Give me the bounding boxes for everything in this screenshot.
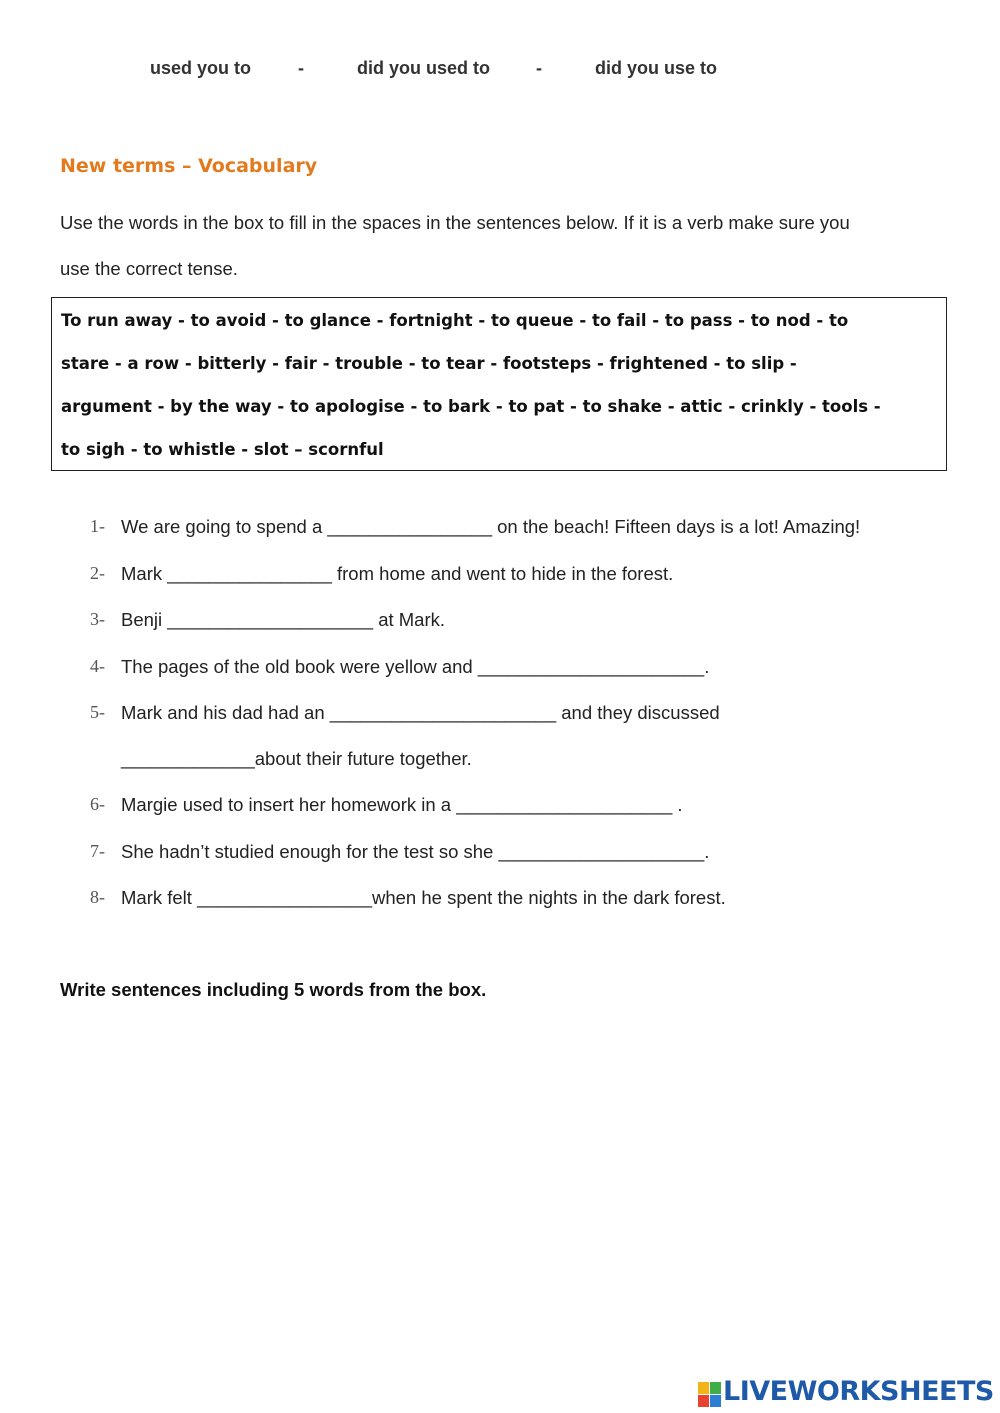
question-text: Benji ____________________ at Mark. (121, 609, 446, 630)
question-text: Margie used to insert her homework in a _____________________ . (121, 794, 683, 815)
question-number: 1- (90, 516, 105, 536)
question-text: _____________about their future together. (121, 748, 472, 769)
question-number: 5- (90, 702, 105, 722)
option-did-you-used-to: did you used to (357, 58, 490, 78)
option-separator: - (298, 58, 304, 78)
question-number: 3- (90, 609, 105, 629)
liveworksheets-logo-icon (698, 1382, 722, 1408)
instructions (60, 200, 940, 292)
option-used-you-to: used you to (150, 58, 252, 78)
question-number: 6- (90, 794, 105, 814)
word-box-line: argument - by the way - to apologise - to bark - to pat - to shake - attic - crinkly - tools - (61, 397, 881, 416)
question-2 (0, 563, 1000, 593)
question-number: 2- (90, 563, 105, 583)
question-3 (0, 609, 1000, 639)
word-box-line: stare - a row - bitterly - fair - trouble - to tear - footsteps - frightened - to slip - (61, 354, 797, 373)
word-box (51, 297, 947, 471)
question-5 (0, 702, 1000, 732)
question-7 (0, 841, 1000, 871)
question-4 (0, 656, 1000, 686)
question-text: Mark felt _________________when he spent the nights in the dark forest. (121, 887, 726, 908)
question-text: She hadn’t studied enough for the test so she ____________________. (121, 841, 710, 862)
liveworksheets-logo-text: LIVEWORKSHEETS (723, 1376, 994, 1407)
option-did-you-use-to: did you use to (595, 58, 718, 78)
word-box-line: to sigh - to whistle - slot – scornful (61, 440, 384, 459)
word-box-line: To run away - to avoid - to glance - fortnight - to queue - to fail - to pass - to nod - to (61, 311, 849, 330)
option-separator: - (536, 58, 542, 78)
writing-task: Write sentences including 5 words from the box. (60, 979, 487, 1000)
instructions-line: use the correct tense. (60, 258, 238, 279)
question-text: The pages of the old book were yellow and ______________________. (121, 656, 710, 677)
question-8 (0, 887, 1000, 917)
instructions-line: Use the words in the box to fill in the spaces in the sentences below. If it is a verb make sure you (60, 212, 850, 233)
question-6 (0, 794, 1000, 824)
question-5-continuation (0, 748, 1000, 778)
question-text: Mark and his dad had an ______________________ and they discussed (121, 702, 720, 723)
vocabulary-heading: New terms – Vocabulary (60, 155, 318, 177)
question-number: 8- (90, 887, 105, 907)
question-text: Mark ________________ from home and went to hide in the forest. (121, 563, 674, 584)
question-number: 7- (90, 841, 105, 861)
question-text: We are going to spend a ________________ on the beach! Fifteen days is a lot! Amazing! (121, 516, 861, 537)
question-number: 4- (90, 656, 105, 676)
liveworksheets-logo (698, 1376, 994, 1410)
question-1 (0, 516, 1000, 546)
